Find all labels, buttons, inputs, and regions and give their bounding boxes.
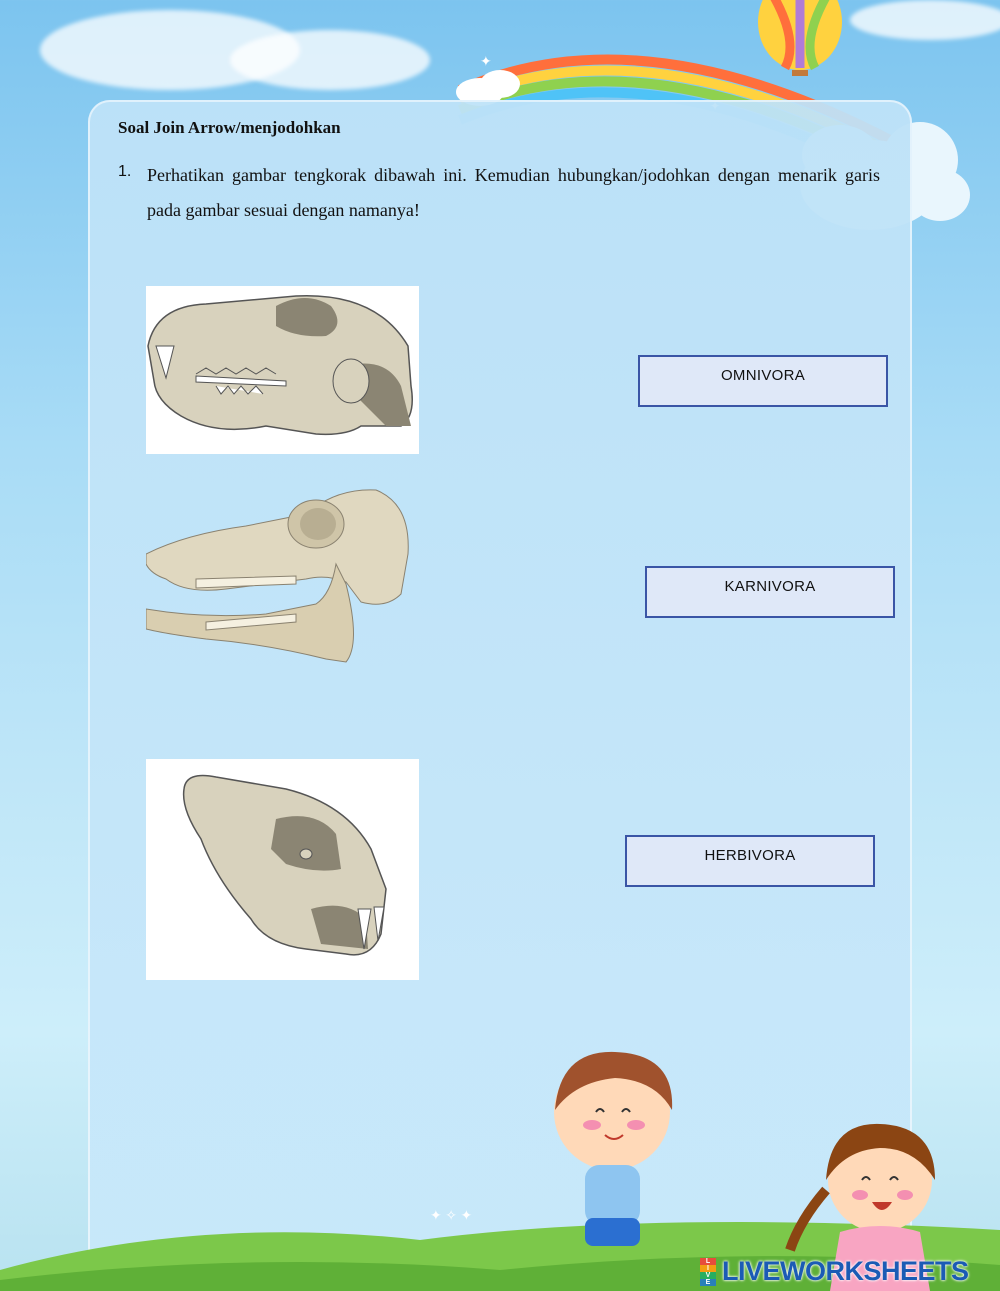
carnivore-skull-image[interactable]: [146, 286, 419, 454]
liveworksheets-logo-icon: L I V E: [700, 1258, 716, 1286]
omnivore-skull-image[interactable]: [146, 759, 419, 980]
answer-box-herbivora[interactable]: HERBIVORA: [625, 835, 875, 887]
svg-text:✦: ✦: [480, 55, 492, 70]
svg-text:✦ ✧ ✦: ✦ ✧ ✦: [430, 1209, 473, 1224]
balloon-icon: [758, 0, 842, 76]
answer-box-karnivora[interactable]: KARNIVORA: [645, 566, 895, 618]
herbivore-skull-image[interactable]: [146, 484, 416, 664]
question-number: 1.: [118, 163, 132, 180]
brand-watermark: LIVEWORKSHEETS: [722, 1256, 969, 1286]
question-text: Perhatikan gambar tengkorak dibawah ini. Kemudian hubungkan/jodohkan dengan menarik garis pada gambar sesuai dengan namanya!: [147, 165, 880, 220]
worksheet-heading: Soal Join Arrow/menjodohkan: [118, 118, 341, 137]
answer-box-omnivora[interactable]: OMNIVORA: [638, 355, 888, 407]
sky-cloud: [230, 30, 430, 90]
children-illustration: [0, 1040, 1000, 1291]
boy-icon: [554, 1052, 672, 1246]
